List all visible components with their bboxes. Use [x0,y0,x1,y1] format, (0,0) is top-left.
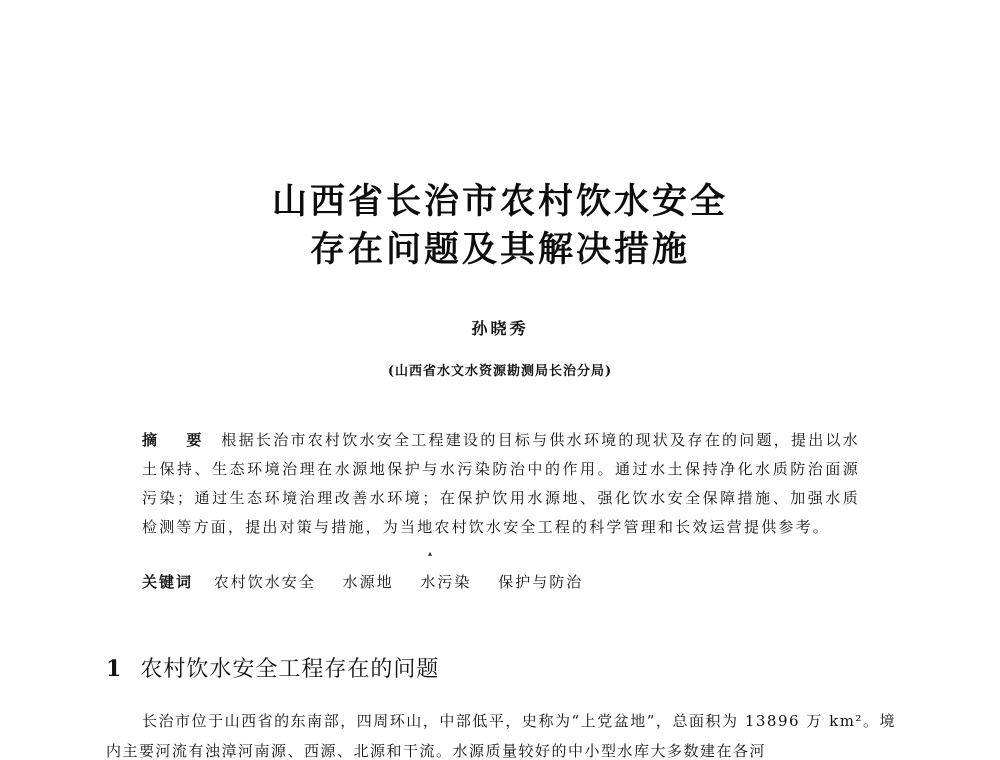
keywords-label: 关键词 [142,573,194,591]
stray-mark: ▴ [428,549,433,558]
paper-title [0,178,1000,274]
section-heading [106,654,439,685]
keyword-item: 水污染 [420,573,472,591]
section-title: 农村饮水安全工程存在的问题 [140,657,440,682]
title-line-1: 山西省长治市农村饮水安全 [271,182,728,222]
title-line-2: 存在问题及其解决措施 [309,230,690,270]
keyword-item: 保护与防治 [498,573,584,591]
author-name: 孙晓秀 [471,319,529,338]
abstract-text: 根据长治市农村饮水安全工程建设的目标与供水环境的现状及存在的问题，提出以水土保持、生态环境治理在水源地保护与水污染防治中的作用。通过水土保持净化水质防治面源污染；通过生态环境治理改善水环境；在保护饮用水源地、强化饮水安全保障措施、加强水质检测等方面，提出对策与措施，为当地农村饮水安全工程的科学管理和长效运营提供参考。 [142,431,860,536]
keyword-item: 农村饮水安全 [213,573,316,591]
author-affiliation: (山西省水文水资源勘测局长治分局) [387,364,613,379]
keywords [142,570,860,594]
keyword-item: 水源地 [342,573,394,591]
abstract [142,426,860,542]
abstract-label: 摘 要 [142,431,214,449]
section-number: 1 [106,656,123,682]
body-paragraph: 长治市位于山西省的东南部，四周环山，中部低平，史称为“上党盆地”，总面积为 13896 万 km²。境内主要河流有浊漳河南源、西源、北源和干流。水源质量较好的中小型水库大多数建在各河 [106,712,896,760]
